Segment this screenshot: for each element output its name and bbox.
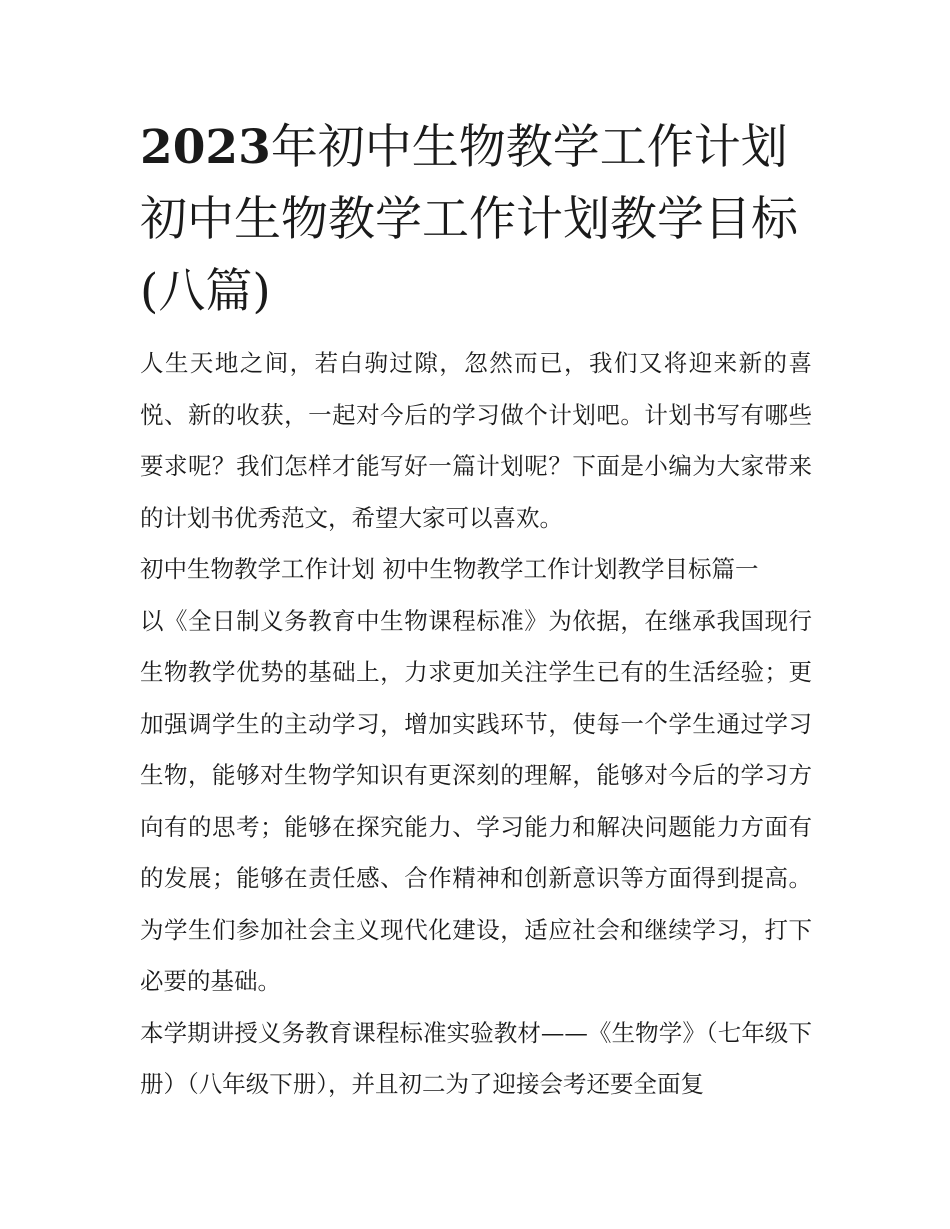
body-paragraph: 以《全日制义务教育中生物课程标准》为依据，在继承我国现行生物教学优势的基础上，力求更加关注学生已有的生活经验；更加强调学生的主动学习，增加实践环节，使每一个学生通过学习生物，能够对生物学知识有更深刻的理解，能够对今后的学习方向有的思考；能够在探究能力、学习能力和解决问题能力方面有的发展；能够在责任感、合作精神和创新意识等方面得到提高。为学生们参加社会主义现代化建设，适应社会和继续学习，打下必要的基础。 bbox=[140, 606, 812, 995]
body-paragraph: 本学期讲授义务教育课程标准实验教材——《生物学》（七年级下册）（八年级下册），并且初二为了迎接会考还要全面复 bbox=[140, 1018, 812, 1098]
title-text: 年初中生物教学工作计划 初中生物教学工作计划教学目标(八篇) bbox=[140, 120, 798, 319]
document-title bbox=[140, 112, 812, 328]
title-year: 2023 bbox=[140, 120, 271, 175]
intro-paragraph: 人生天地之间，若白驹过隙，忽然而已，我们又将迎来新的喜悦、新的收获，一起对今后的学习做个计划吧。计划书写有哪些要求呢？我们怎样才能写好一篇计划呢？下面是小编为大家带来的计划书优秀范文，希望大家可以喜欢。 bbox=[140, 349, 812, 532]
section-heading: 初中生物教学工作计划 初中生物教学工作计划教学目标篇一 bbox=[140, 555, 759, 583]
document-body bbox=[140, 112, 812, 1111]
